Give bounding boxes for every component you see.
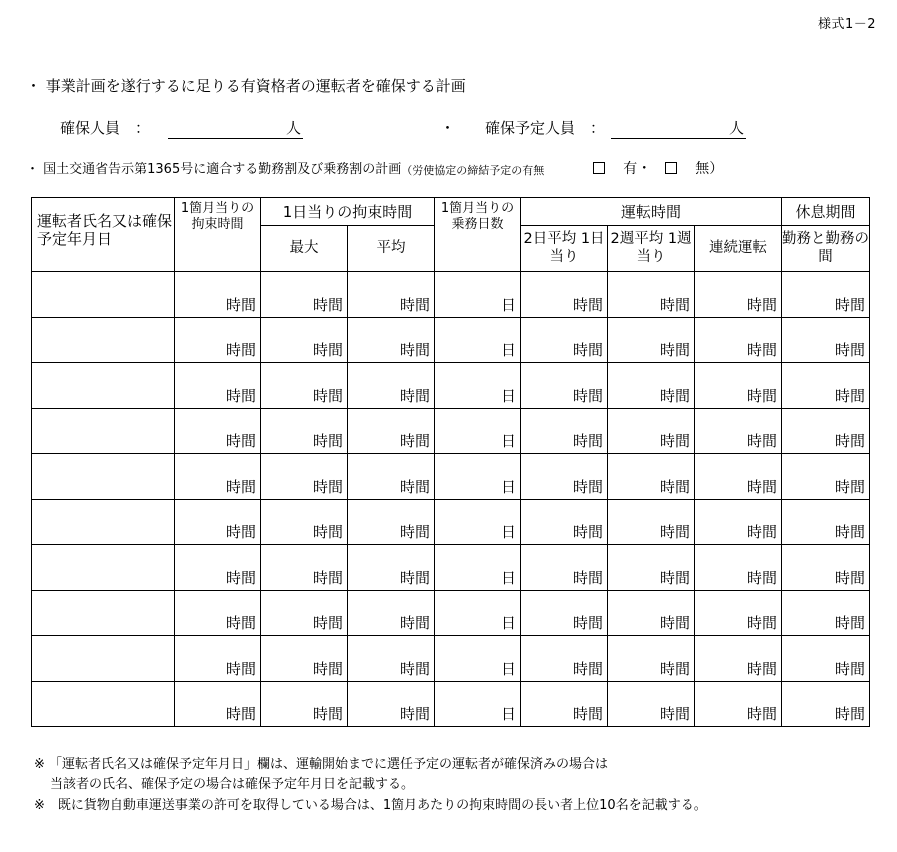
value-cell[interactable]: 時間 <box>175 272 261 318</box>
value-cell[interactable]: 時間 <box>521 272 608 318</box>
driver-cell[interactable] <box>32 272 175 318</box>
value-cell[interactable]: 時間 <box>175 317 261 363</box>
notice-paren: （労使協定の締結予定の有無 <box>401 164 545 177</box>
planned-count-field[interactable] <box>611 117 746 139</box>
planned-label: ・ 確保予定人員 ： <box>440 119 606 137</box>
table-body <box>32 272 870 727</box>
value-cell[interactable]: 時間 <box>348 499 435 545</box>
value-cell[interactable]: 日 <box>435 363 521 409</box>
value-cell[interactable]: 時間 <box>348 317 435 363</box>
value-cell[interactable]: 時間 <box>608 272 695 318</box>
value-cell[interactable]: 時間 <box>261 590 348 636</box>
value-cell[interactable]: 時間 <box>348 545 435 591</box>
value-cell[interactable]: 時間 <box>608 363 695 409</box>
planned-unit: 人 <box>729 119 745 137</box>
value-cell[interactable]: 時間 <box>348 681 435 727</box>
header-daily-max: 最大 <box>261 226 348 272</box>
value-cell[interactable]: 時間 <box>521 317 608 363</box>
value-cell[interactable]: 時間 <box>695 681 782 727</box>
driver-cell[interactable] <box>32 499 175 545</box>
value-cell[interactable]: 時間 <box>782 681 870 727</box>
value-cell[interactable]: 時間 <box>348 272 435 318</box>
value-cell[interactable]: 日 <box>435 499 521 545</box>
value-cell[interactable]: 時間 <box>782 545 870 591</box>
value-cell[interactable]: 日 <box>435 590 521 636</box>
value-cell[interactable]: 時間 <box>782 272 870 318</box>
value-cell[interactable]: 時間 <box>695 454 782 500</box>
value-cell[interactable]: 時間 <box>348 590 435 636</box>
notice-line <box>26 158 723 178</box>
option-yes: 有・ <box>623 161 652 177</box>
value-cell[interactable]: 時間 <box>782 499 870 545</box>
value-cell[interactable]: 時間 <box>261 499 348 545</box>
table-row <box>32 272 870 318</box>
driver-cell[interactable] <box>32 636 175 682</box>
value-cell[interactable]: 日 <box>435 545 521 591</box>
value-cell[interactable]: 時間 <box>521 590 608 636</box>
value-cell[interactable]: 時間 <box>608 590 695 636</box>
value-cell[interactable]: 日 <box>435 272 521 318</box>
table-row <box>32 363 870 409</box>
value-cell[interactable]: 時間 <box>521 545 608 591</box>
value-cell[interactable]: 時間 <box>521 636 608 682</box>
value-cell[interactable]: 時間 <box>348 636 435 682</box>
driver-cell[interactable] <box>32 681 175 727</box>
header-two-week-avg: 2週平均 1週当り <box>608 226 695 272</box>
value-cell[interactable]: 時間 <box>608 499 695 545</box>
secured-unit: 人 <box>286 119 302 137</box>
note-1-line-2: 当該者の氏名、確保予定の場合は確保予定年月日を記載する。 <box>50 777 415 792</box>
note-2: ※ 既に貨物自動車運送事業の許可を取得している場合は、1箇月あたりの拘束時間の長い者上位10名を記載する。 <box>34 798 707 813</box>
value-cell[interactable]: 時間 <box>695 590 782 636</box>
value-cell[interactable]: 時間 <box>348 363 435 409</box>
value-cell[interactable]: 時間 <box>175 408 261 454</box>
value-cell[interactable]: 時間 <box>175 499 261 545</box>
planned-personnel <box>440 117 746 139</box>
header-rest: 休息期間 <box>782 198 870 226</box>
table-row <box>32 636 870 682</box>
value-cell[interactable]: 日 <box>435 317 521 363</box>
driver-cell[interactable] <box>32 590 175 636</box>
value-cell[interactable]: 時間 <box>608 317 695 363</box>
value-cell[interactable]: 時間 <box>608 454 695 500</box>
value-cell[interactable]: 時間 <box>261 363 348 409</box>
header-driving-time: 運転時間 <box>521 198 782 226</box>
plan-title: ・ 事業計画を遂行するに足りる有資格者の運転者を確保する計画 <box>26 77 466 95</box>
form-id: 様式1－2 <box>818 17 877 32</box>
value-cell[interactable]: 時間 <box>695 363 782 409</box>
value-cell[interactable]: 時間 <box>782 408 870 454</box>
table-row <box>32 317 870 363</box>
value-cell[interactable]: 時間 <box>782 317 870 363</box>
value-cell[interactable]: 時間 <box>175 590 261 636</box>
value-cell[interactable]: 日 <box>435 636 521 682</box>
value-cell[interactable]: 時間 <box>695 317 782 363</box>
header-rest-between: 勤務と勤務の間 <box>782 226 870 272</box>
value-cell[interactable]: 時間 <box>521 499 608 545</box>
value-cell[interactable]: 時間 <box>348 454 435 500</box>
value-cell[interactable]: 日 <box>435 454 521 500</box>
secured-personnel <box>60 117 303 139</box>
table-row <box>32 545 870 591</box>
value-cell[interactable]: 時間 <box>261 636 348 682</box>
value-cell[interactable]: 時間 <box>175 454 261 500</box>
option-no: 無） <box>695 161 724 177</box>
notice-text: ・ 国土交通省告示第1365号に適合する勤務割及び乗務割の計画 <box>26 162 402 177</box>
header-monthly-restraint: 1箇月当りの拘束時間 <box>175 198 261 272</box>
value-cell[interactable]: 時間 <box>695 545 782 591</box>
driver-cell[interactable] <box>32 408 175 454</box>
value-cell[interactable]: 時間 <box>521 454 608 500</box>
value-cell[interactable]: 日 <box>435 408 521 454</box>
secured-label: 確保人員 ： <box>60 119 151 137</box>
value-cell[interactable]: 時間 <box>782 363 870 409</box>
value-cell[interactable]: 時間 <box>261 272 348 318</box>
header-continuous: 連続運転 <box>695 226 782 272</box>
header-monthly-days: 1箇月当りの乗務日数 <box>435 198 521 272</box>
value-cell[interactable]: 時間 <box>521 681 608 727</box>
table-row <box>32 681 870 727</box>
value-cell[interactable]: 時間 <box>261 545 348 591</box>
table-row <box>32 408 870 454</box>
driver-cell[interactable] <box>32 454 175 500</box>
value-cell[interactable]: 時間 <box>175 363 261 409</box>
value-cell[interactable]: 時間 <box>261 317 348 363</box>
header-daily-restraint: 1日当りの拘束時間 <box>261 198 435 226</box>
no-checkbox[interactable] <box>665 162 677 174</box>
header-driver: 運転者氏名又は確保予定年月日 <box>32 198 175 272</box>
value-cell[interactable]: 時間 <box>608 636 695 682</box>
yes-checkbox[interactable] <box>593 162 605 174</box>
value-cell[interactable]: 時間 <box>175 636 261 682</box>
value-cell[interactable]: 時間 <box>695 499 782 545</box>
driver-plan-table <box>31 197 870 727</box>
value-cell[interactable]: 時間 <box>695 408 782 454</box>
header-two-day-avg: 2日平均 1日当り <box>521 226 608 272</box>
value-cell[interactable]: 時間 <box>521 408 608 454</box>
driver-cell[interactable] <box>32 317 175 363</box>
driver-cell[interactable] <box>32 545 175 591</box>
value-cell[interactable]: 時間 <box>521 363 608 409</box>
header-daily-avg: 平均 <box>348 226 435 272</box>
value-cell[interactable]: 時間 <box>261 408 348 454</box>
value-cell[interactable]: 時間 <box>261 454 348 500</box>
value-cell[interactable]: 時間 <box>348 408 435 454</box>
value-cell[interactable]: 日 <box>435 681 521 727</box>
value-cell[interactable]: 時間 <box>695 272 782 318</box>
value-cell[interactable]: 時間 <box>175 545 261 591</box>
table-row <box>32 454 870 500</box>
value-cell[interactable]: 時間 <box>175 681 261 727</box>
driver-cell[interactable] <box>32 363 175 409</box>
value-cell[interactable]: 時間 <box>608 545 695 591</box>
note-1-line-1: ※ 「運転者氏名又は確保予定年月日」欄は、運輸開始までに選任予定の運転者が確保済みの場合は <box>34 757 609 772</box>
value-cell[interactable]: 時間 <box>782 590 870 636</box>
table-row <box>32 590 870 636</box>
value-cell[interactable]: 時間 <box>782 636 870 682</box>
value-cell[interactable]: 時間 <box>695 636 782 682</box>
value-cell[interactable]: 時間 <box>608 408 695 454</box>
secured-count-field[interactable] <box>168 117 303 139</box>
value-cell[interactable]: 時間 <box>261 681 348 727</box>
value-cell[interactable]: 時間 <box>608 681 695 727</box>
table-row <box>32 499 870 545</box>
value-cell[interactable]: 時間 <box>782 454 870 500</box>
